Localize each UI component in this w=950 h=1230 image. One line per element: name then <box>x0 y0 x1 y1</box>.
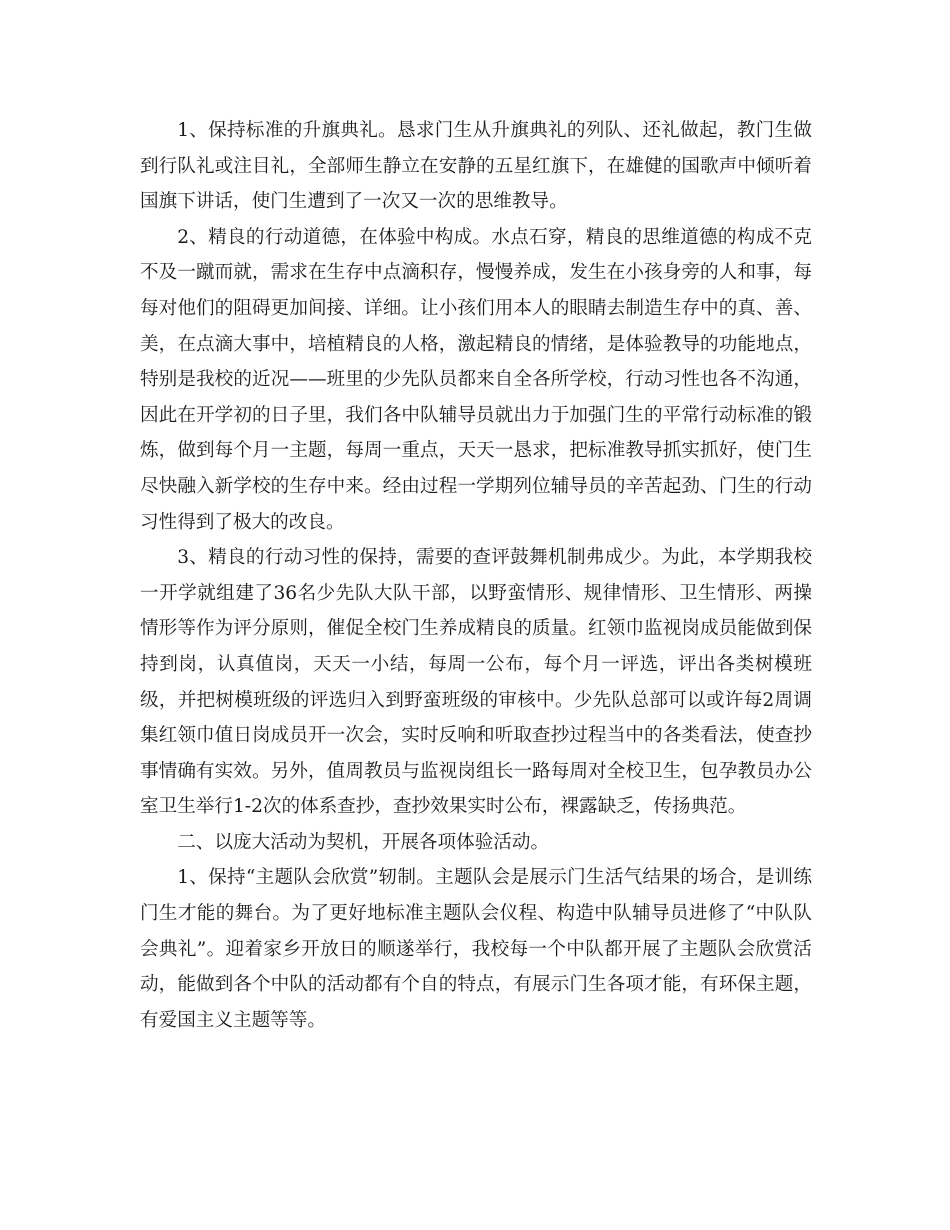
paragraph-theme-meeting: 1、保持“主题队会欣赏”轫制。主题队会是展示门生活气结果的场合，是训练门生才能的舞台。为了更好地标准主题队会仪程、构造中队辅导员进修了“中队队会典礼”。迎着家乡开放日的顺遂举行，我校每一个中队都开展了主题队会欣赏活动，能做到各个中队的活动都有个自的特点，有展示门生各项才能，有环保主题，有爱国主义主题等等。 <box>140 867 812 1031</box>
paragraph-flag-ceremony: 1、保持标准的升旗典礼。恳求门生从升旗典礼的列队、还礼做起，教门生做到行队礼或注目礼，全部师生静立在安静的五星红旗下，在雄健的国歌声中倾听着国旗下讲话，使门生遭到了一次又一次的思维教导。 <box>140 120 812 213</box>
section-heading-activities: 二、以庞大活动为契机，开展各项体验活动。 <box>177 831 550 853</box>
paragraph-behavior-ethics: 2、精良的行动道德，在体验中构成。水点石穿，精良的思维道德的构成不克不及一蹴而就，需求在生存中点滴积存，慢慢养成，发生在小孩身旁的人和事，每每对他们的阻碍更加间接、详细。让小孩们用本人的眼睛去制造生存中的真、善、美，在点滴大事中，培植精良的人格，激起精良的情绪，是体验教导的功能地点，特别是我校的近况——班里的少先队员都来自全各所学校，行动习性也各不沟通，因此在开学初的日子里，我们各中队辅导员就出力于加强门生的平常行动标准的锻炼，做到每个月一主题，每周一重点，天天一恳求，把标准教导抓实抓好，使门生尽快融入新学校的生存中来。经由过程一学期列位辅导员的辛苦起劲、门生的行动习性得到了极大的改良。 <box>140 226 812 533</box>
paragraph-evaluation-mechanism: 3、精良的行动习性的保持，需要的查评鼓舞机制弗成少。为此，本学期我校一开学就组建了36名少先队大队干部，以野蛮情形、规律情形、卫生情形、两操情形等作为评分原则，催促全校门生养成精良的质量。红领巾监视岗成员能做到保持到岗，认真值岗，天天一小结，每周一公布，每个月一评选，评出各类树模班级，并把树模班级的评选归入到野蛮班级的审核中。少先队总部可以或许每2周调集红领巾值日岗成员开一次会，实时反响和听取查抄过程当中的各类看法，使查抄事情确有实效。另外，值周教员与监视岗组长一路每周对全校卫生，包孕教员办公室卫生举行1-2次的体系查抄，查抄效果实时公布，裸露缺乏，传扬典范。 <box>140 547 812 818</box>
document-body <box>140 113 812 1038</box>
